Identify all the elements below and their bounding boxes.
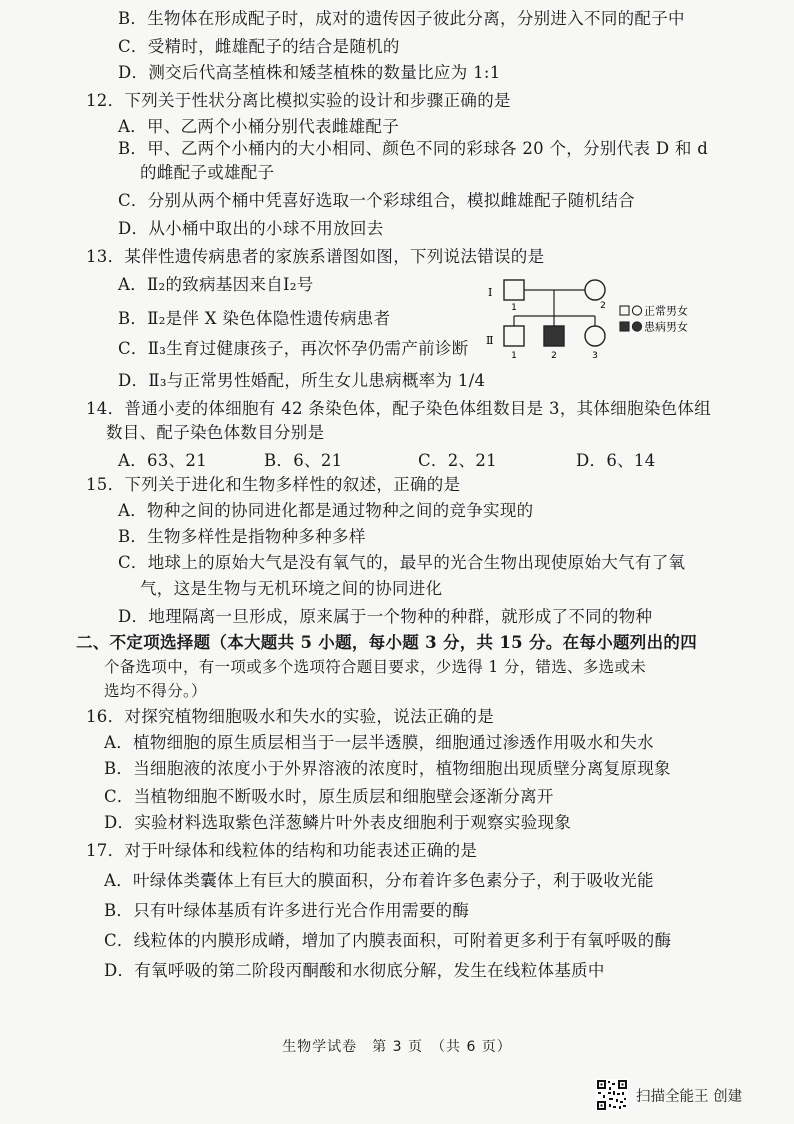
q16-stem: 16．对探究植物细胞吸水和失水的实验，说法正确的是	[86, 707, 494, 726]
i2-female-circle	[585, 280, 605, 300]
q11-option-d: D．测交后代高茎植株和矮茎植株的数量比应为 1:1	[118, 63, 501, 82]
legend-affected-male-square	[620, 322, 629, 331]
i1-label: 1	[511, 303, 517, 313]
legend-normal-text: 正常男女	[644, 304, 688, 318]
q13-option-a: A．Ⅱ₂的致病基因来自Ⅰ₂号	[118, 275, 314, 294]
q17-option-c: C．线粒体的内膜形成嵴，增加了内膜表面积，可附着更多利于有氧呼吸的酶	[104, 931, 672, 950]
legend-affected-female-circle	[632, 322, 641, 331]
q12-option-b-line1: B．甲、乙两个小桶内的大小相同、颜色不同的彩球各 20 个，分别代表 D 和 d	[118, 139, 709, 158]
q14-option-d: D．6、14	[576, 451, 656, 470]
i1-male-square	[504, 280, 524, 300]
legend-affected-text: 患病男女	[644, 320, 688, 334]
page-footer: 生物学试卷 第 3 页 （共 6 页）	[282, 1039, 512, 1055]
ii2-label: 2	[551, 351, 557, 361]
ii3-female-circle	[585, 326, 605, 346]
q15-option-c-line1: C．地球上的原始大气是没有氧气的，最早的光合生物出现使原始大气有了氧	[118, 553, 686, 572]
q13-stem: 13．某伴性遗传病患者的家族系谱图如图，下列说法错误的是	[86, 247, 545, 266]
q14-option-c: C．2、21	[418, 451, 497, 470]
pedigree-chart	[484, 268, 724, 368]
q13-option-d: D．Ⅱ₃与正常男性婚配，所生女儿患病概率为 1/4	[118, 371, 486, 390]
q16-option-d: D．实验材料选取紫色洋葱鳞片叶外表皮细胞利于观察实验现象	[104, 813, 572, 832]
ii3-label: 3	[592, 351, 598, 361]
q15-option-d: D．地理隔离一旦形成，原来属于一个物种的种群，就形成了不同的物种	[118, 607, 653, 626]
q14-option-b: B．6、21	[264, 451, 343, 470]
section2-heading-line2: 个备选项中，有一项或多个选项符合题目要求，少选得 1 分，错选、多选或未	[104, 658, 647, 676]
q12-option-d: D．从小桶中取出的小球不用放回去	[118, 219, 384, 238]
scanner-watermark	[596, 1078, 742, 1112]
q17-option-a: A．叶绿体类囊体上有巨大的膜面积，分布着许多色素分子，利于吸收光能	[104, 871, 654, 890]
section2-heading-line1: 二、不定项选择题（本大题共 5 小题，每小题 3 分，共 15 分。在每小题列出的四	[76, 633, 697, 652]
q17-option-d: D．有氧呼吸的第二阶段丙酮酸和水彻底分解，发生在线粒体基质中	[104, 961, 605, 980]
q12-option-a: A．甲、乙两个小桶分别代表雌雄配子	[118, 117, 400, 136]
q16-option-a: A．植物细胞的原生质层相当于一层半透膜，细胞通过渗透作用吸水和失水	[104, 733, 654, 752]
q13-option-b: B．Ⅱ₂是伴 X 染色体隐性遗传病患者	[118, 309, 391, 328]
q11-option-b: B．生物体在形成配子时，成对的遗传因子彼此分离，分别进入不同的配子中	[118, 9, 685, 28]
q15-stem: 15．下列关于进化和生物多样性的叙述，正确的是	[86, 475, 461, 494]
q14-stem-line1: 14．普通小麦的体细胞有 42 条染色体，配子染色体组数目是 3，其体细胞染色体组	[86, 399, 712, 418]
q14-stem-line2: 数目、配子染色体数目分别是	[106, 423, 325, 442]
q15-option-b: B．生物多样性是指物种多种多样	[118, 527, 366, 546]
section2-heading-line3: 选均不得分。）	[104, 682, 207, 700]
ii1-male-square	[504, 326, 524, 346]
q15-option-c-line2: 气，这是生物与无机环境之间的协同进化	[140, 579, 443, 598]
q11-option-c: C．受精时，雌雄配子的结合是随机的	[118, 37, 400, 56]
gen1-label: Ⅰ	[488, 286, 493, 299]
i2-label: 2	[600, 301, 606, 311]
q12-stem: 12．下列关于性状分离比模拟实验的设计和步骤正确的是	[86, 91, 511, 110]
ii2-affected-male-square	[544, 326, 564, 346]
ii1-label: 1	[511, 351, 517, 361]
legend-normal-female-circle	[632, 306, 641, 315]
q17-stem: 17．对于叶绿体和线粒体的结构和功能表述正确的是	[86, 841, 478, 860]
q12-option-c: C．分别从两个桶中凭喜好选取一个彩球组合，模拟雌雄配子随机结合	[118, 191, 635, 210]
q13-option-c: C．Ⅱ₃生育过健康孩子，再次怀孕仍需产前诊断	[118, 339, 469, 358]
qr-code-icon	[596, 1079, 628, 1111]
q16-option-b: B．当细胞液的浓度小于外界溶液的浓度时，植物细胞出现质壁分离复原现象	[104, 759, 671, 778]
q14-option-a: A．63、21	[118, 451, 208, 470]
q16-option-c: C．当植物细胞不断吸水时，原生质层和细胞壁会逐渐分离开	[104, 787, 554, 806]
q15-option-a: A．物种之间的协同进化都是通过物种之间的竞争实现的	[118, 501, 534, 520]
q12-option-b-line2: 的雌配子或雄配子	[140, 163, 275, 182]
q17-option-b: B．只有叶绿体基质有许多进行光合作用需要的酶	[104, 901, 470, 920]
gen2-label: Ⅱ	[486, 334, 494, 347]
legend-normal-male-square	[620, 306, 629, 315]
watermark-text: 扫描全能王 创建	[636, 1088, 743, 1105]
